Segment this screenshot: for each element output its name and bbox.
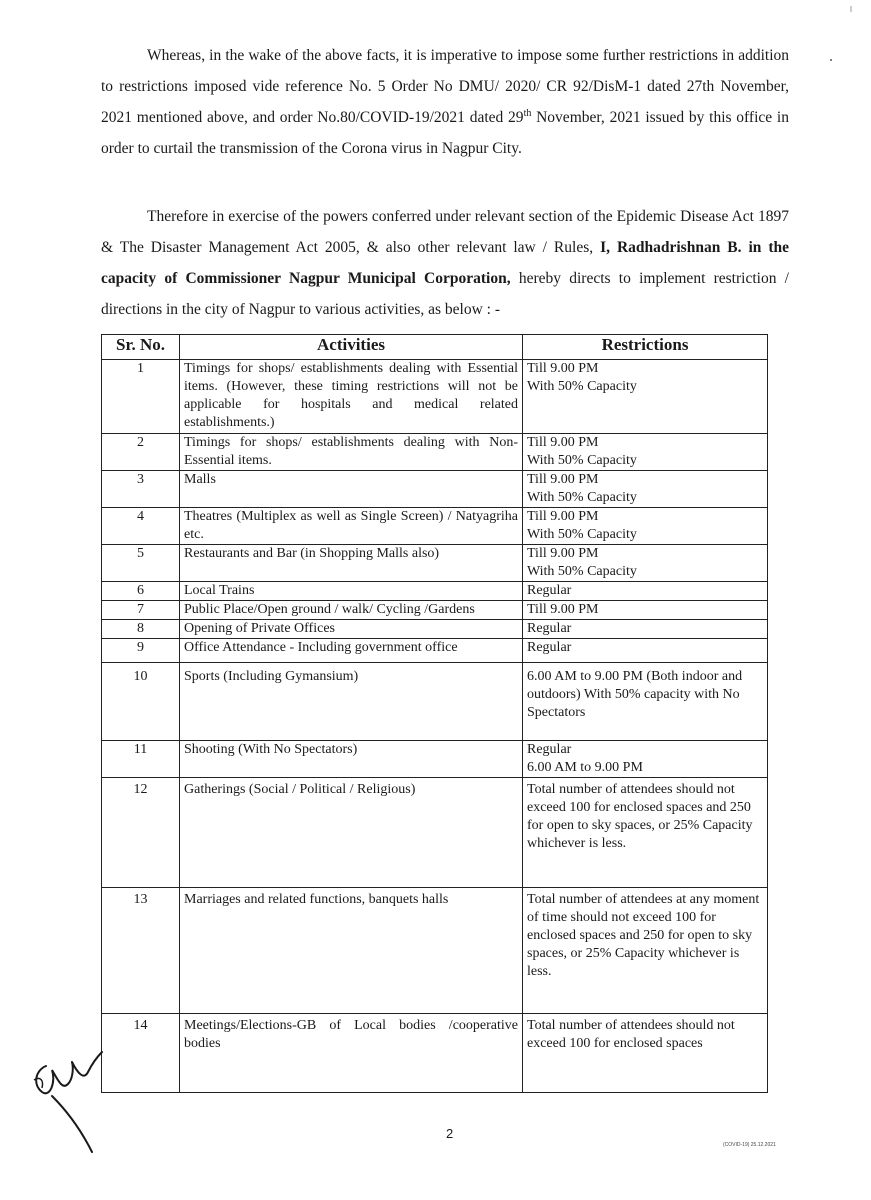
- sr-no-cell: 2: [102, 434, 180, 471]
- commissioner-name: I, Radhadrishnan B. in the capacity of Commissioner Nagpur Municipal Corporation,: [101, 239, 789, 287]
- sr-no-cell: 11: [102, 741, 180, 778]
- restriction-line: Till 9.00 PM: [527, 361, 599, 376]
- table-row: [102, 639, 768, 663]
- footer-code: (COVID-19) 25.12.2021: [723, 1142, 776, 1148]
- sr-no-cell: 8: [102, 620, 180, 639]
- sr-no-cell: 3: [102, 471, 180, 508]
- restriction-cell: Total number of attendees at any moment of time should not exceed 100 for enclosed spaces and 250 for open to sky spaces, or 25% Capacity whichever is less.: [523, 888, 768, 1014]
- activity-cell: Timings for shops/ establishments dealing with Essential items. (However, these timing restrictions will not be applicable for hospitals and medical related establishments.): [180, 360, 523, 434]
- table-row: [102, 620, 768, 639]
- table-row: [102, 582, 768, 601]
- sr-no-cell: 10: [102, 663, 180, 741]
- table-row: [102, 778, 768, 888]
- table-row: [102, 663, 768, 741]
- sr-no-cell: 7: [102, 601, 180, 620]
- restriction-line: Till 9.00 PM: [527, 435, 599, 450]
- table-row: [102, 471, 768, 508]
- restriction-line: With 50% Capacity: [527, 527, 637, 542]
- sr-no-cell: 5: [102, 545, 180, 582]
- activity-cell: Office Attendance - Including government office: [180, 639, 523, 663]
- activity-cell: Sports (Including Gymansium): [180, 663, 523, 741]
- restriction-line: With 50% Capacity: [527, 379, 637, 394]
- activity-cell: Timings for shops/ establishments dealing with Non-Essential items.: [180, 434, 523, 471]
- restriction-cell: Regular: [523, 639, 768, 663]
- table-row: [102, 1014, 768, 1093]
- activity-cell: Shooting (With No Spectators): [180, 741, 523, 778]
- sr-no-cell: 6: [102, 582, 180, 601]
- signature-mark: [22, 1040, 112, 1160]
- activity-cell: Meetings/Elections-GB of Local bodies /cooperative bodies: [180, 1014, 523, 1093]
- activity-cell: Public Place/Open ground / walk/ Cycling /Gardens: [180, 601, 523, 620]
- restriction-cell: [523, 471, 768, 508]
- sr-no-cell: 13: [102, 888, 180, 1014]
- activity-cell: Malls: [180, 471, 523, 508]
- table-row: [102, 508, 768, 545]
- activity-cell: Local Trains: [180, 582, 523, 601]
- restriction-line: Till 9.00 PM: [527, 509, 599, 524]
- table-row: [102, 360, 768, 434]
- page-number: 2: [446, 1126, 454, 1141]
- sr-no-cell: 14: [102, 1014, 180, 1093]
- paragraph-therefore-text: Therefore in exercise of the powers conferred under relevant section of the Epidemic Disease Act 1897 & The Disaster Management Act 2005, & also other relevant law / Rules,: [101, 208, 789, 256]
- table-header-row: [102, 335, 768, 360]
- restriction-cell: 6.00 AM to 9.00 PM (Both indoor and outdoors) With 50% capacity with No Spectators: [523, 663, 768, 741]
- restriction-line: With 50% Capacity: [527, 490, 637, 505]
- restriction-line: 6.00 AM to 9.00 PM: [527, 760, 643, 775]
- restriction-cell: [523, 545, 768, 582]
- header-activities: Activities: [180, 335, 523, 360]
- paragraph-whereas: [101, 40, 789, 164]
- restriction-cell: [523, 741, 768, 778]
- activity-cell: Marriages and related functions, banquets halls: [180, 888, 523, 1014]
- restriction-cell: Regular: [523, 582, 768, 601]
- restrictions-table: [101, 334, 768, 1093]
- restriction-cell: [523, 508, 768, 545]
- table-row: [102, 888, 768, 1014]
- header-sr-no: Sr. No.: [102, 335, 180, 360]
- restriction-line: Till 9.00 PM: [527, 546, 599, 561]
- activity-cell: Opening of Private Offices: [180, 620, 523, 639]
- table-row: [102, 545, 768, 582]
- sr-no-cell: 9: [102, 639, 180, 663]
- ordinal-suffix: th: [523, 107, 532, 119]
- restriction-cell: Total number of attendees should not exceed 100 for enclosed spaces: [523, 1014, 768, 1093]
- table-row: [102, 434, 768, 471]
- sr-no-cell: 4: [102, 508, 180, 545]
- header-restrictions: Restrictions: [523, 335, 768, 360]
- paragraph-therefore: [101, 201, 789, 325]
- table-row: [102, 601, 768, 620]
- speck-mark: [829, 58, 833, 62]
- sr-no-cell: 1: [102, 360, 180, 434]
- sr-no-cell: 12: [102, 778, 180, 888]
- restriction-line: Regular: [527, 742, 572, 757]
- restriction-cell: [523, 434, 768, 471]
- paragraph-whereas-text: Whereas, in the wake of the above facts, it is imperative to impose some further restrictions in addition to restrictions imposed vide reference No. 5 Order No DMU/ 2020/ CR 92/DisM-1 dated 27th November, 2021 mentioned above, and order No.80/COVID-19/2021 dated 29: [101, 47, 789, 126]
- paragraph-therefore-end: hereby directs to implement restriction / directions in the city of Nagpur to various activities, as below : -: [101, 270, 789, 318]
- restriction-cell: Till 9.00 PM: [523, 601, 768, 620]
- activity-cell: Restaurants and Bar (in Shopping Malls also): [180, 545, 523, 582]
- activity-cell: Theatres (Multiplex as well as Single Screen) / Natyagriha etc.: [180, 508, 523, 545]
- restriction-cell: Total number of attendees should not exceed 100 for enclosed spaces and 250 for open to sky spaces, or 25% Capacity whichever is less.: [523, 778, 768, 888]
- restriction-cell: [523, 360, 768, 434]
- restriction-line: Till 9.00 PM: [527, 472, 599, 487]
- restriction-line: With 50% Capacity: [527, 564, 637, 579]
- table-row: [102, 741, 768, 778]
- paragraph-whereas-end: November, 2021 issued by this office in order to curtail the transmission of the Corona virus in Nagpur City.: [101, 109, 789, 157]
- activity-cell: Gatherings (Social / Political / Religious): [180, 778, 523, 888]
- corner-tick-mark: [848, 6, 854, 12]
- restriction-cell: Regular: [523, 620, 768, 639]
- restriction-line: With 50% Capacity: [527, 453, 637, 468]
